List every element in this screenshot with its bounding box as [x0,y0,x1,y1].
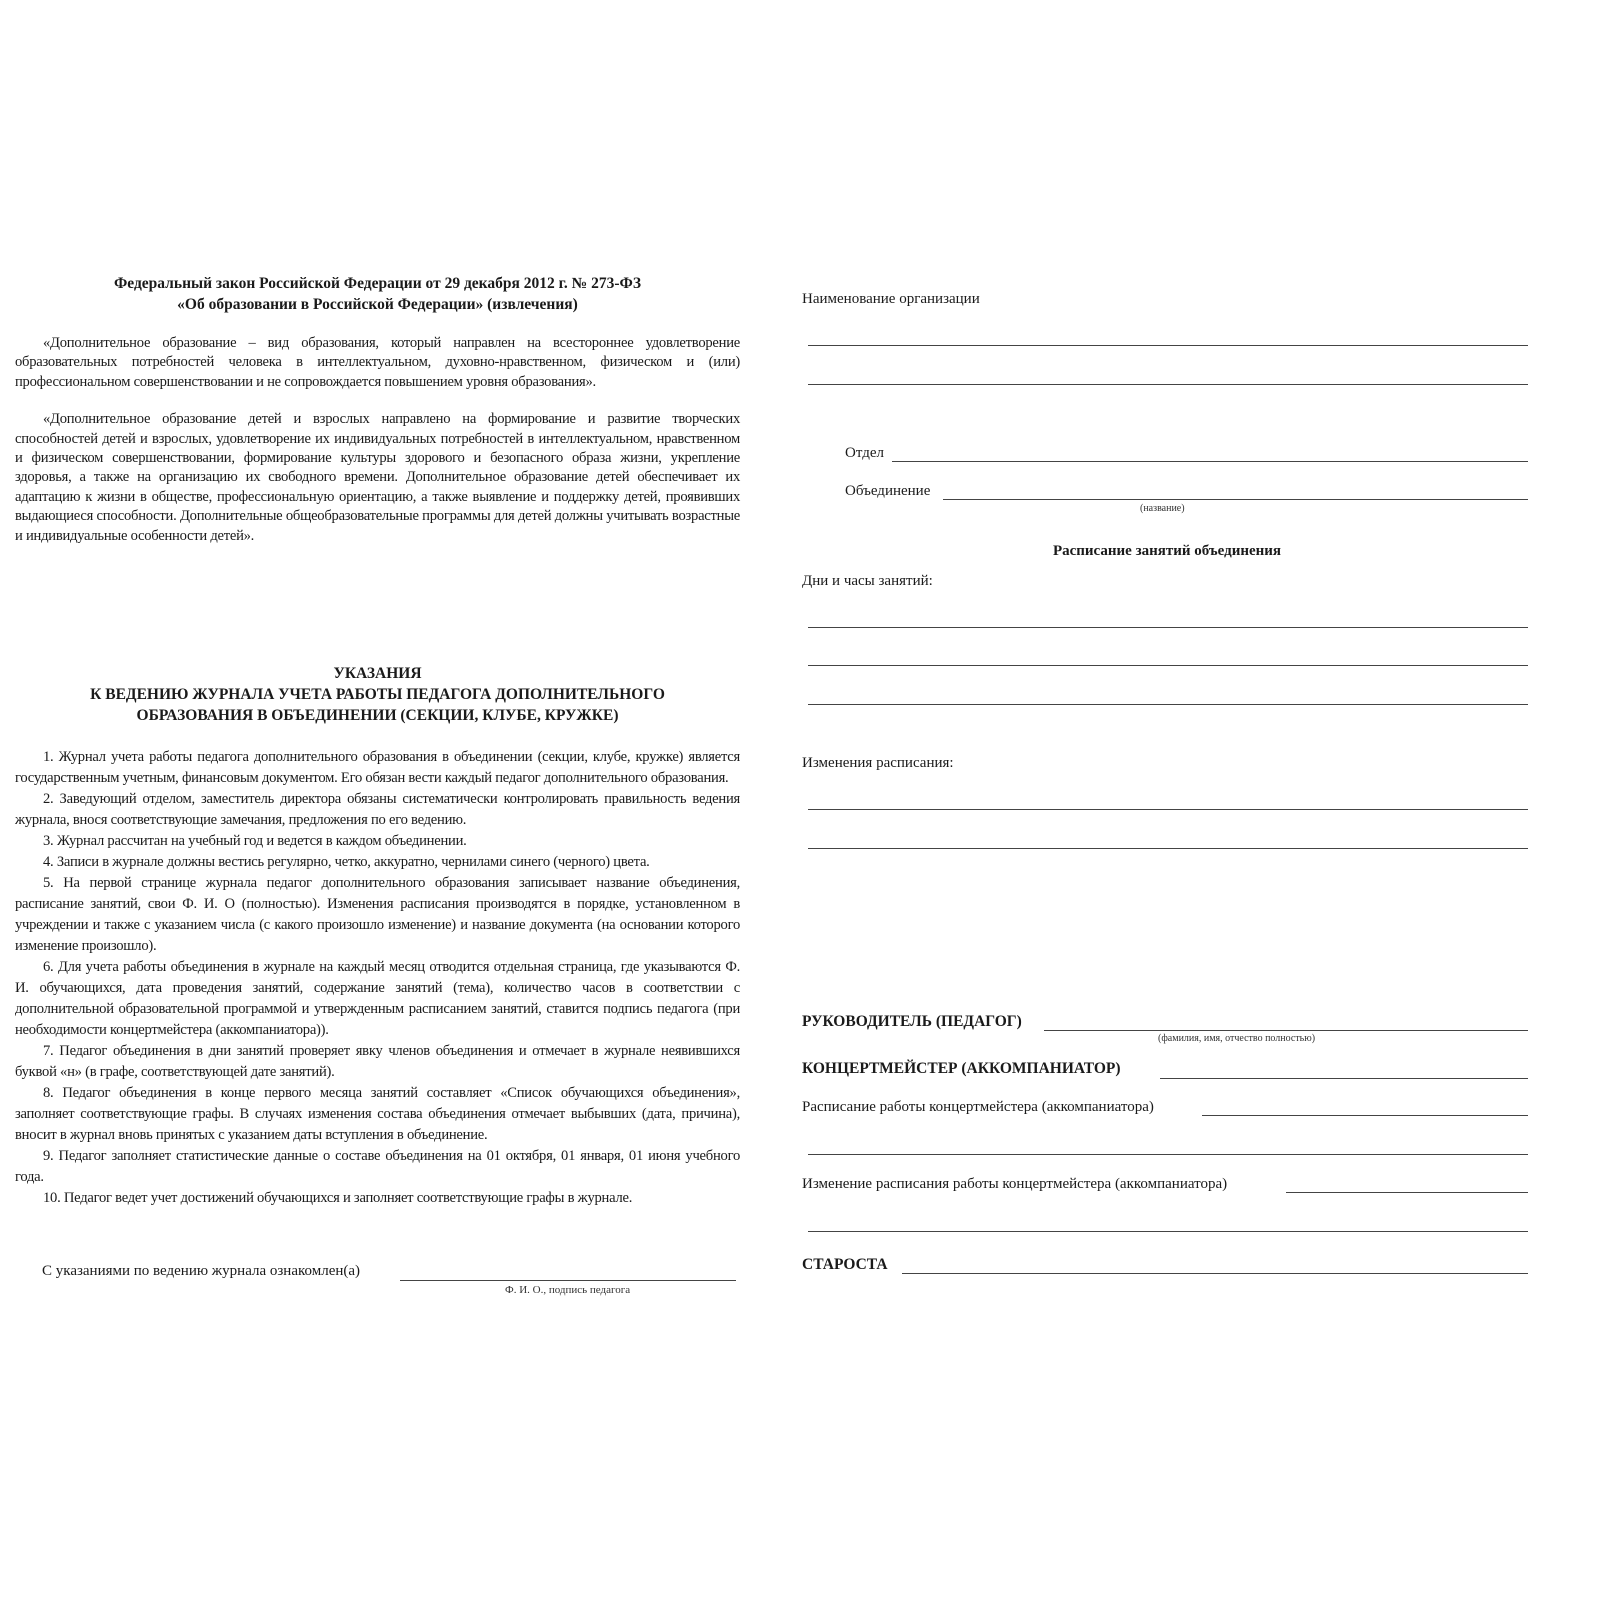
department-field[interactable] [892,461,1528,462]
acknowledged-signature-field[interactable] [400,1280,736,1281]
accompanist-schedule-label: Расписание работы концертмейстера (аккомпаниатора) [802,1099,1154,1115]
org-name-field[interactable] [808,384,1528,385]
monitor-label: СТАРОСТА [802,1256,888,1273]
department-label: Отдел [845,445,884,461]
org-name-label: Наименование организации [802,291,980,307]
instructions-list [15,747,740,1209]
days-hours-label: Дни и часы занятий: [802,573,933,589]
instructions-title-line: К ВЕДЕНИЮ ЖУРНАЛА УЧЕТА РАБОТЫ ПЕДАГОГА ДОПОЛНИТЕЛЬНОГО [90,686,665,703]
accompanist-schedule-change-field[interactable] [1286,1192,1528,1193]
instruction-item: 2. Заведующий отделом, заместитель директора обязаны систематически контролировать правильность ведения журнала, внося соответствующие замечания, предложения по его ведению. [15,791,740,828]
instruction-item: 8. Педагог объединения в конце первого месяца занятий составляет «Список обучающихся объединения», заполняет соответствующие графы. В случаях изменения состава объединения отмечает выбывших (дата, причина), вносит в журнал вновь принятых с указанием даты вступления в объединение. [15,1085,740,1143]
association-caption: (название) [1140,503,1185,514]
instruction-item: 3. Журнал рассчитан на учебный год и ведется в каждом объединении. [43,833,467,849]
days-hours-field[interactable] [808,704,1528,705]
acknowledged-caption: Ф. И. О., подпись педагога [505,1284,631,1296]
days-hours-field[interactable] [808,627,1528,628]
instructions-title [15,663,740,726]
instruction-item: 4. Записи в журнале должны вестись регулярно, четко, аккуратно, чернилами синего (черного) цвета. [43,854,650,870]
accompanist-schedule-change-field[interactable] [808,1231,1528,1232]
head-caption: (фамилия, имя, отчество полностью) [1158,1033,1316,1044]
instruction-item: 9. Педагог заполняет статистические данные о составе объединения на 01 октября, 01 января, 01 июня учебного года. [15,1148,740,1185]
schedule-changes-field[interactable] [808,809,1528,810]
org-name-field[interactable] [808,345,1528,346]
instructions-title-line: ОБРАЗОВАНИЯ В ОБЪЕДИНЕНИИ (СЕКЦИИ, КЛУБЕ, КРУЖКЕ) [136,707,619,724]
days-hours-field[interactable] [808,665,1528,666]
association-field[interactable] [943,499,1528,500]
accompanist-schedule-field[interactable] [808,1154,1528,1155]
schedule-title: Расписание занятий объединения [1052,543,1282,559]
instruction-item: 10. Педагог ведет учет достижений обучающихся и заполняет соответствующие графы в журнале. [43,1190,633,1206]
law-title-line: Федеральный закон Российской Федерации от 29 декабря 2012 г. № 273-ФЗ [113,275,642,292]
schedule-changes-label: Изменения расписания: [802,755,954,771]
head-field[interactable] [1044,1030,1528,1031]
instruction-item: 5. На первой странице журнала педагог дополнительного образования записывает название объединения, расписание занятий, свои Ф. И. О (полностью). Изменения расписания производятся в порядке, установленном в учреждении и также с указанием числа (с какого произошло изменение) и название документа (на основании которого изменение произошло). [15,875,740,954]
instructions-title-line: УКАЗАНИЯ [333,665,422,682]
accompanist-schedule-change-label: Изменение расписания работы концертмейстера (аккомпаниатора) [802,1176,1228,1192]
law-paragraph: «Дополнительное образование – вид образования, который направлен на всестороннее удовлетворение образовательных потребностей человека в интеллектуальном, духовно-нравственном, физическом и (или) профессиональном совершенствовании и не сопровождается повышением уровня образования». [15,335,740,390]
accompanist-schedule-field[interactable] [1202,1115,1528,1116]
acknowledged-label: С указаниями по ведению журнала ознакомлен(а) [42,1263,361,1279]
instruction-item: 1. Журнал учета работы педагога дополнительного образования в объединении (секции, клубе, кружке) является государственным учетным, финансовым документом. Его обязан вести каждый педагог дополнительного образования. [15,749,740,786]
head-label: РУКОВОДИТЕЛЬ (ПЕДАГОГ) [802,1013,1022,1030]
law-title [15,273,740,315]
law-excerpt [15,334,740,546]
law-paragraph: «Дополнительное образование детей и взрослых направлено на формирование и развитие творческих способностей детей и взрослых, удовлетворение их индивидуальных потребностей в интеллектуальном, нравственном и физическом совершенствовании, формирование культуры здорового и безопасного образа жизни, укрепление здоровья, а также на организацию их свободного времени. Дополнительное образование детей обеспечивает их адаптацию к жизни в обществе, профессиональную ориентацию, а также выявление и поддержку детей, проявивших выдающиеся способности. Дополнительные общеобразовательные программы для детей должны учитывать возрастные и индивидуальные особенности детей». [15,411,740,544]
accompanist-field[interactable] [1160,1078,1528,1079]
law-title-line: «Об образовании в Российской Федерации» (извлечения) [177,296,578,313]
schedule-changes-field[interactable] [808,848,1528,849]
instruction-item: 7. Педагог объединения в дни занятий проверяет явку членов объединения и отмечает в журнале неявившихся буквой «н» (в графе, соответствующей дате занятий). [15,1043,740,1080]
association-label: Объединение [845,483,931,499]
instruction-item: 6. Для учета работы объединения в журнале на каждый месяц отводится отдельная страница, где указываются Ф. И. обучающихся, дата проведения занятий, содержание занятий (тема), количество часов в соответствии с дополнительной образовательной программой и утвержденным расписанием занятий, ставится подпись педагога (при необходимости концертмейстера (аккомпаниатора)). [15,959,740,1038]
monitor-field[interactable] [902,1273,1528,1274]
accompanist-label: КОНЦЕРТМЕЙСТЕР (АККОМПАНИАТОР) [802,1060,1121,1077]
